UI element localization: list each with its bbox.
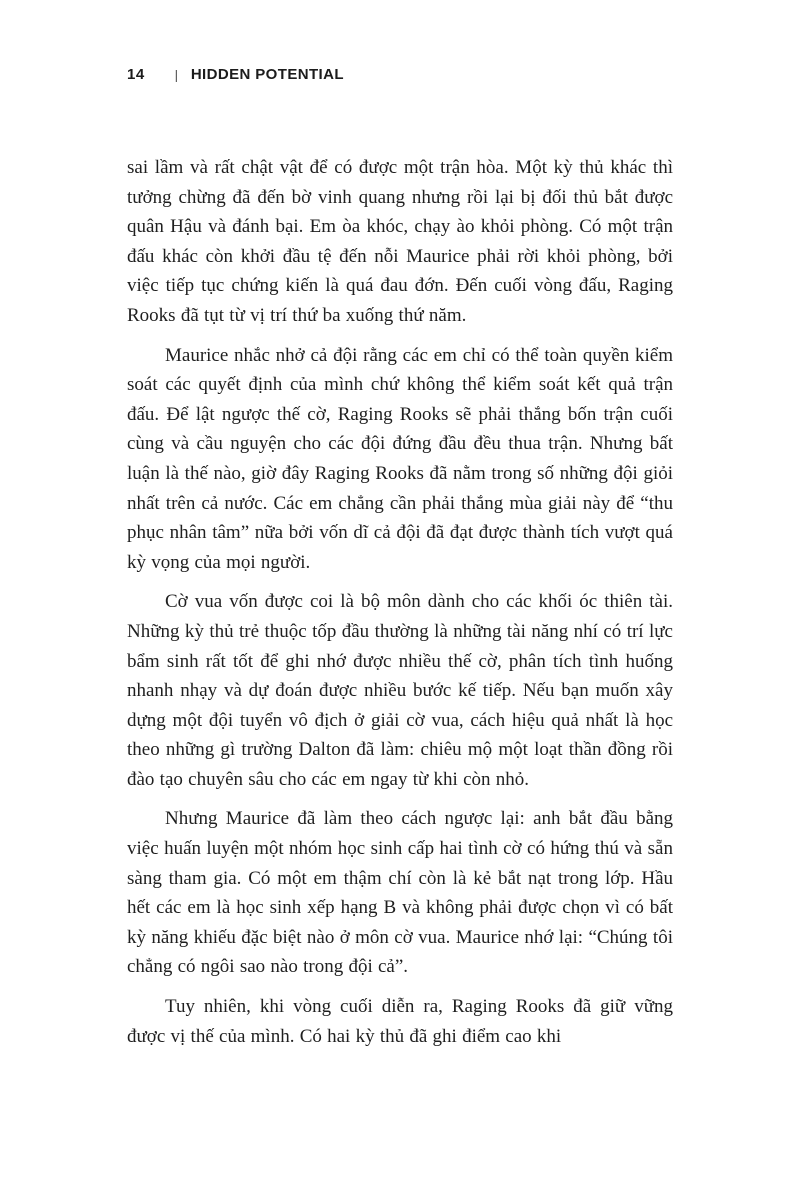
paragraph: sai lầm và rất chật vật để có được một trận hòa. Một kỳ thủ khác thì tưởng chừng đã đến bờ vinh quang nhưng rồi lại bị đối thủ bắt được quân Hậu và đánh bại. Em òa khóc, chạy ào khỏi phòng. Có một trận đấu khác còn khởi đầu tệ đến nỗi Maurice phải rời khỏi phòng, bởi việc tiếp tục chứng kiến là quá đau đớn. Đến cuối vòng đấu, Raging Rooks đã tụt từ vị trí thứ ba xuống thứ năm.	[127, 157, 673, 326]
page-number: 14	[127, 66, 145, 83]
running-header	[127, 66, 344, 83]
page-body	[127, 153, 673, 1061]
header-separator: |	[174, 67, 178, 83]
paragraph: Nhưng Maurice đã làm theo cách ngược lại: anh bắt đầu bằng việc huấn luyện một nhóm học sinh cấp hai tình cờ có hứng thú và sẵn sàng tham gia. Có một em thậm chí còn là kẻ bắt nạt trong lớp. Hầu hết các em là học sinh xếp hạng B và không phải được chọn vì có bất kỳ năng khiếu đặc biệt nào ở môn cờ vua. Maurice nhớ lại: “Chúng tôi chẳng có ngôi sao nào trong đội cả”.	[127, 808, 673, 978]
paragraph: Maurice nhắc nhở cả đội rằng các em chỉ có thể toàn quyền kiểm soát các quyết định của mình chứ không thể kiểm soát kết quả trận đấu. Để lật ngược thế cờ, Raging Rooks sẽ phải thắng bốn trận cuối cùng và cầu nguyện cho các đội đứng đầu đều thua trận. Nhưng bất luận là thế nào, giờ đây Raging Rooks đã nằm trong số những đội giỏi nhất trên cả nước. Các em chẳng cần phải thắng mùa giải này để “thu phục nhân tâm” nữa bởi vốn dĩ cả đội đã đạt được thành tích vượt quá kỳ vọng của mọi người.	[127, 344, 673, 573]
book-title: HIDDEN POTENTIAL	[190, 66, 344, 83]
paragraph: Cờ vua vốn được coi là bộ môn dành cho các khối óc thiên tài. Những kỳ thủ trẻ thuộc tốp đầu thường là những tài năng nhí có trí lực bẩm sinh rất tốt để ghi nhớ được nhiều thế cờ, phân tích tình huống nhanh nhạy và dự đoán được nhiều bước kế tiếp. Nếu bạn muốn xây dựng một đội tuyển vô địch ở giải cờ vua, cách hiệu quả nhất là học theo những gì trường Dalton đã làm: chiêu mộ một loạt thần đồng rồi đào tạo chuyên sâu cho các em ngay từ khi còn nhỏ.	[127, 591, 673, 790]
paragraph: Tuy nhiên, khi vòng cuối diễn ra, Raging Rooks đã giữ vững được vị thế của mình. Có hai kỳ thủ đã ghi điểm cao khi	[127, 996, 673, 1047]
